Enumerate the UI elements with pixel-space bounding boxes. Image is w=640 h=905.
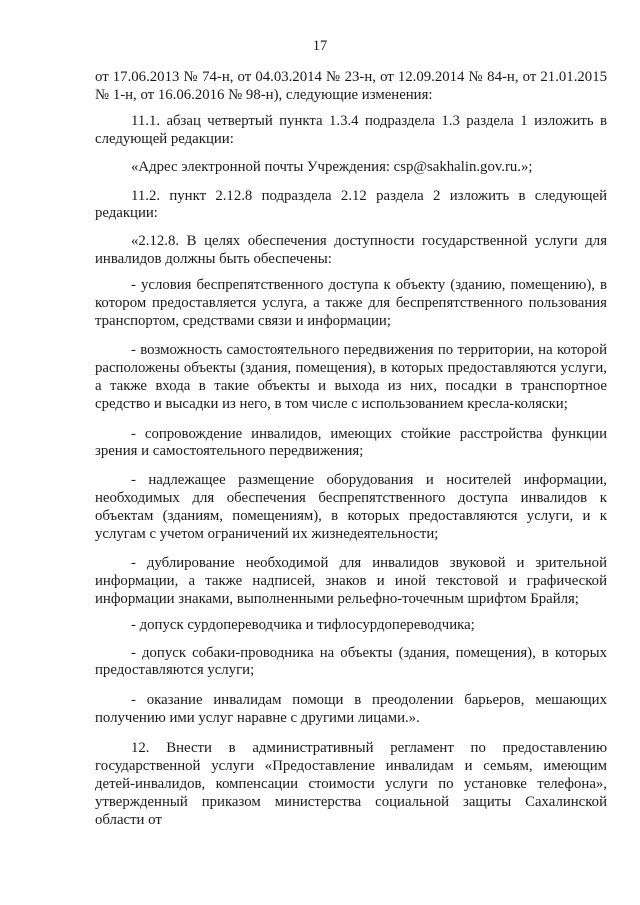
paragraph-12: 12. Внести в административный регламент по предоставлению государственной услуги «Предоставление инвалидам и семьям, имеющим детей-инвалидов, компенсации стоимости услуги по установке телефона», утвержденный приказом министерства социальной защиты Сахалинской области от — [95, 740, 607, 828]
paragraph-11-1: 11.1. абзац четвертый пункта 1.3.4 подраздела 1.3 раздела 1 изложить в следующей редакции: — [95, 112, 607, 147]
list-item-movement: - возможность самостоятельного передвижения по территории, на которой расположены объекты (здания, помещения), в которых предоставляются услуги, а также входа в такие объекты и выхода из них, посадки в транспортное средство и высадки из него, в том числе с использованием кресла-коляски; — [95, 341, 607, 412]
list-item-guide-dog: - допуск собаки-проводника на объекты (здания, помещения), в которых предоставляются услуги; — [95, 644, 607, 679]
document-body — [95, 69, 607, 830]
paragraph-email-quote: «Адрес электронной почты Учреждения: csp@sakhalin.gov.ru.»; — [131, 158, 533, 175]
list-item-interpreter: - допуск сурдопереводчика и тифлосурдопереводчика; — [131, 616, 475, 633]
list-item-braille: - дублирование необходимой для инвалидов звуковой и зрительной информации, а также надписей, знаков и иной текстовой и графической информации знаками, выполненными рельефно-точечным шрифтом Брайля; — [95, 554, 607, 607]
list-item-assistance: - оказание инвалидам помощи в преодолении барьеров, мешающих получению ими услуг наравне с другими лицами.». — [95, 692, 607, 727]
paragraph-11-2: 11.2. пункт 2.12.8 подраздела 2.12 раздела 2 изложить в следующей редакции: — [95, 187, 607, 222]
list-item-escort: - сопровождение инвалидов, имеющих стойкие расстройства функции зрения и самостоятельного передвижения; — [95, 425, 607, 460]
page-number: 17 — [312, 38, 328, 54]
list-item-equipment: - надлежащее размещение оборудования и носителей информации, необходимых для обеспечения беспрепятственного доступа инвалидов к объектам (зданиям, помещениям), в которых предоставляются услуги, и к услугам с учетом ограничений их жизнедеятельности; — [95, 472, 607, 543]
paragraph-continuation: от 17.06.2013 № 74-н, от 04.03.2014 № 23-н, от 12.09.2014 № 84-н, от 21.01.2015 № 1-н, от 16.06.2016 № 98-н), следующие изменения: — [95, 69, 607, 103]
paragraph-2-12-8: «2.12.8. В целях обеспечения доступности государственной услуги для инвалидов должны быть обеспечены: — [95, 233, 607, 268]
list-item-access-conditions: - условия беспрепятственного доступа к объекту (зданию, помещению), в котором предоставляется услуга, а также для беспрепятственного пользования транспортом, средствами связи и информации; — [95, 277, 607, 329]
